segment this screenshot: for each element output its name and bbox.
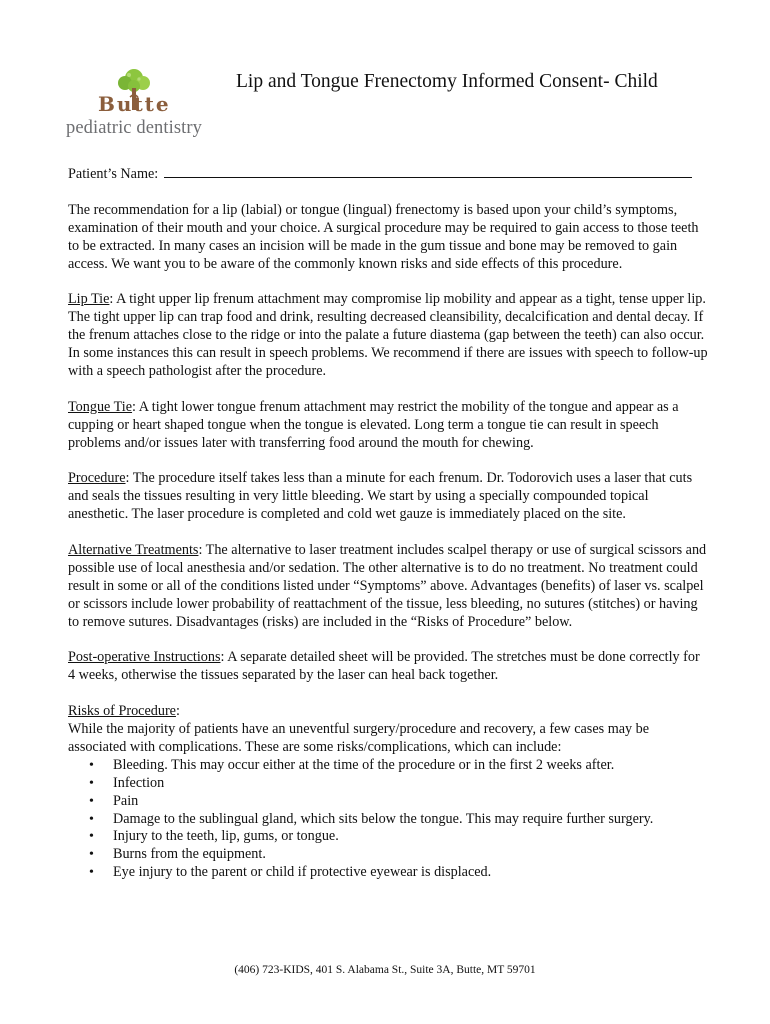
risk-item: • Eye injury to the parent or child if protective eyewear is displaced.: [113, 864, 708, 882]
risks-heading: Risks of Procedure: [68, 703, 176, 720]
logo-caption: pediatric dentistry: [66, 118, 202, 138]
section-text: : The alternative to laser treatment includes scalpel therapy or use of surgical scissors and possible use of local anesthesia and/or sedation. The other alternative is to do no treatment. No treatment could result in some or all of the conditions listed under “Symptoms” above. Advantages (benefits) of laser vs. scalpel or scissors include lower probability of reattachment of the tissue, less bleeding, no sutures (stitches) or having to remove sutures. Disadvantages (risks) are included in the “Risks of Procedure” below.: [68, 541, 707, 630]
patient-name-field-extension[interactable]: [504, 176, 692, 178]
risk-item: • Bleeding. This may occur either at the time of the procedure or in the first 2 weeks after.: [113, 757, 708, 775]
risks-list: [68, 757, 708, 882]
brand-text: Butte: [98, 92, 171, 116]
patient-name-line: [68, 166, 708, 184]
risks-intro: While the majority of patients have an uneventful surgery/procedure and recovery, a few cases may be associated with complications. These are some risks/complications, which can include:: [68, 720, 650, 755]
section-procedure: [68, 470, 708, 524]
section-alternative-treatments: [68, 542, 708, 632]
risk-item: • Infection: [113, 775, 708, 793]
intro-paragraph: The recommendation for a lip (labial) or tongue (lingual) frenectomy is based upon your child’s symptoms, examination of their mouth and your choice. A surgical procedure may be required to gain access to those teeth to be extracted. In many cases an incision will be made in the gum tissue and bone may be removed to gain access. We want you to be aware of the commonly known risks and side effects of this procedure.: [68, 201, 699, 272]
risk-item: • Damage to the sublingual gland, which sits below the tongue. This may require further surgery.: [113, 811, 708, 829]
section-heading: Tongue Tie: [68, 398, 133, 415]
section-heading: Procedure: [68, 470, 126, 487]
patient-name-label: Patient’s Name:: [68, 166, 159, 182]
section-text: : A separate detailed sheet will be provided. The stretches must be done correctly for 4 weeks, otherwise the tissues separated by the laser can heal back together.: [68, 649, 700, 684]
section-text: : A tight lower tongue frenum attachment may restrict the mobility of the tongue and appear as a cupping or heart shaped tongue when the tongue is elevated. Long term a tongue tie can result in speech problems and/or issues later with transferring food around the mouth for chewing.: [68, 398, 679, 451]
section-lip-tie: [68, 291, 708, 381]
section-heading: Post-operative Instructions: [68, 649, 221, 666]
page-title: Lip and Tongue Frenectomy Informed Consent- Child: [236, 71, 658, 92]
footer-contact: (406) 723-KIDS, 401 S. Alabama St., Suite 3A, Butte, MT 59701: [234, 964, 536, 976]
section-text: : The procedure itself takes less than a minute for each frenum. Dr. Todorovich uses a laser that cuts and seals the tissues resulting in very little bleeding. We start by using a specially compounded topical anesthetic. The laser procedure is completed and cold wet gauze is immediately placed on the site.: [68, 470, 693, 523]
patient-name-field[interactable]: [164, 176, 504, 178]
document-body: [68, 166, 708, 882]
risks-heading-line: [68, 703, 708, 721]
risk-item: • Pain: [113, 793, 708, 811]
risk-item: • Burns from the equipment.: [113, 846, 708, 864]
practice-logo: [66, 66, 216, 146]
section-post-operative: [68, 649, 708, 685]
section-text: : A tight upper lip frenum attachment may compromise lip mobility and appear as a tight, tense upper lip. The tight upper lip can trap food and drink, resulting decreased cleansibility, decalcification and dental decay. If the frenum attaches close to the ridge or into the palate a future diastema (gap between the teeth) can also occur. In some instances this can result in speech problems. We recommend if there are issues with speech to follow-up with a speech pathologist after the procedure.: [68, 291, 708, 379]
risk-item: • Injury to the teeth, lip, gums, or tongue.: [113, 828, 708, 846]
section-heading: Lip Tie: [68, 291, 110, 308]
section-tongue-tie: [68, 399, 708, 453]
section-heading: Alternative Treatments: [68, 541, 199, 558]
risks-heading-suffix: :: [175, 703, 180, 720]
brand-wordmark: [96, 92, 186, 116]
